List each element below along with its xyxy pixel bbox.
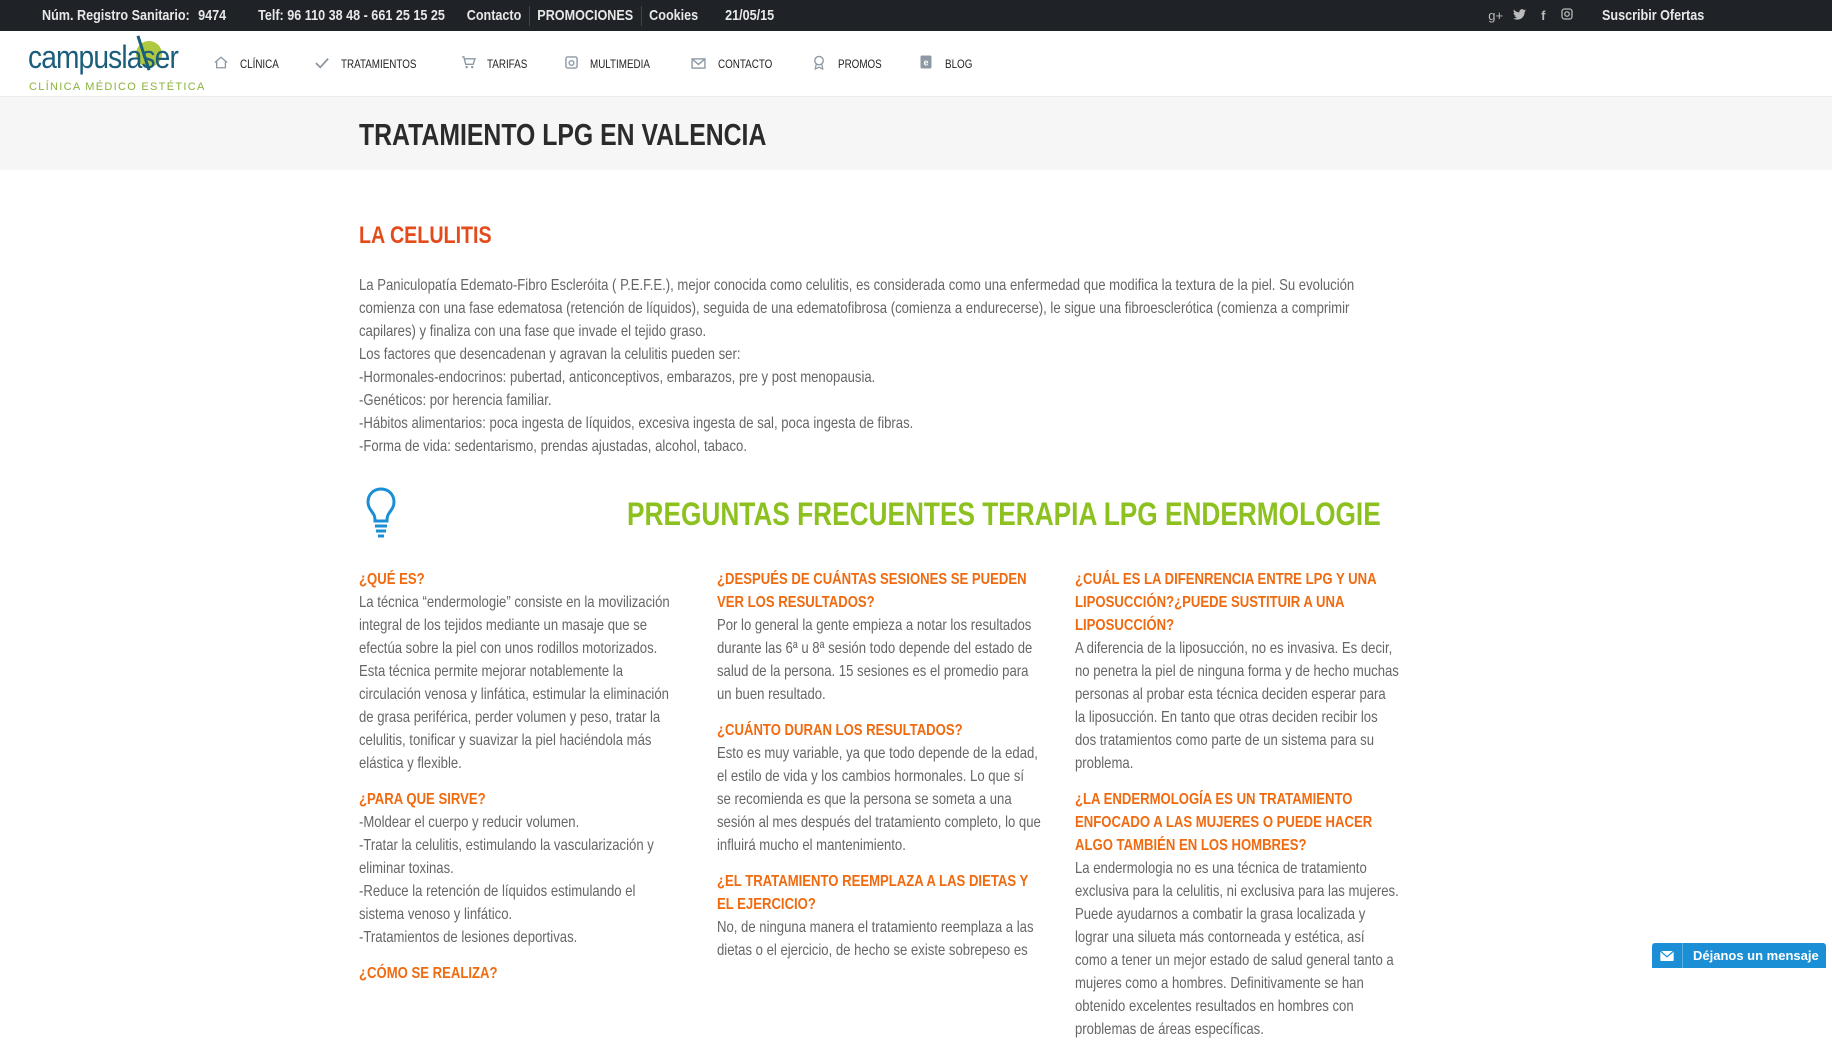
registro-label: Núm. Registro Sanitario:: [42, 7, 190, 24]
nav-item-tratamientos[interactable]: [313, 56, 433, 72]
nav-item-multimedia[interactable]: [562, 56, 663, 72]
faq-header: [359, 486, 1409, 546]
main-nav: [212, 31, 1005, 96]
google-plus-icon[interactable]: g+: [1488, 8, 1504, 23]
check-icon: [313, 56, 331, 72]
celulitis-intro: [359, 274, 1409, 458]
top-bar-social: [1488, 0, 1724, 31]
blog-icon: [917, 55, 935, 72]
top-bar-info: [42, 0, 774, 31]
faq-question: ¿EL TRATAMIENTO REEMPLAZA A LAS DIETAS Y EL EJERCICIO?: [717, 873, 1029, 913]
faq-column-3: [1075, 568, 1399, 1054]
logo-subtitle: CLÍNICA MÉDICO ESTÉTICA: [29, 81, 206, 93]
promociones-link[interactable]: PROMOCIONES: [537, 7, 634, 24]
cookies-link[interactable]: Cookies: [649, 7, 699, 24]
faq-question: ¿CUÁL ES LA DIFENRENCIA ENTRE LPG Y UNA LIPOSUCCIÓN?¿PUEDE SUSTITUIR A UNA LIPOSUCCIÓN?: [1075, 571, 1377, 634]
factor-item: -Genéticos: por herencia familiar.: [359, 392, 552, 409]
celulitis-paragraph: La Paniculopatía Edemato-Fibro Escleróita ( P.E.F.E.), mejor conocida como celulitis, es considerada como una enfermedad que modifica la textura de la piel. Su evolución comienza con una fase edematosa (retención de líquidos), seguida de una edematofibrosa (comienza a endurecerse), le sigue una fibroesclerótica (comienza a comprimir capilares) y finaliza con una fase que invade el tejido graso.: [359, 277, 1355, 340]
faq-column-2: [717, 568, 1041, 975]
main-header: [0, 31, 1832, 97]
factor-item: -Hormonales-endocrinos: pubertad, anticonceptivos, embarazos, pre y post menopausia.: [359, 369, 876, 386]
faq-answer: Por lo general la gente empieza a notar los resultados durante las 6ª u 8ª sesión todo depende del estado de salud de la persona. 15 sesiones es el promedio para un buen resultado.: [717, 617, 1033, 703]
nav-item-clinica[interactable]: [212, 56, 287, 72]
cart-icon: [459, 56, 477, 72]
faq-item: [717, 870, 1041, 962]
envelope-icon: [1652, 943, 1683, 968]
registro-number: 9474: [198, 7, 227, 24]
leave-message-label: Déjanos un mensaje: [1693, 948, 1819, 963]
faq-item: [359, 568, 683, 775]
faq-item: [1075, 568, 1399, 775]
nav-label: TARIFAS: [487, 56, 528, 71]
leave-message-button[interactable]: [1652, 943, 1826, 968]
faq-item: [359, 788, 683, 949]
logo-wordmark: campuslaser: [28, 39, 178, 75]
instagram-icon[interactable]: [1560, 8, 1574, 23]
factors-intro: Los factores que desencadenan y agravan la celulitis pueden ser:: [359, 346, 741, 363]
faq-answer: Esto es muy variable, ya que todo depende de la edad, el estilo de vida y los cambios hormonales. Lo que sí se recomienda es que la persona se someta a una sesión al mes después del tratamiento completo, lo que influirá mucho el mantenimiento.: [717, 745, 1041, 854]
faq-item: [1075, 788, 1399, 1041]
faq-answer: No, de ninguna manera el tratamiento reemplaza a las dietas o el ejercicio, de hecho se existe sobrepeso es: [717, 919, 1034, 959]
home-icon: [212, 56, 230, 72]
phone-numbers[interactable]: Telf: 96 110 38 48 - 661 25 15 25: [258, 7, 445, 24]
nav-item-promos[interactable]: [810, 55, 891, 73]
contacto-link[interactable]: Contacto: [466, 7, 522, 24]
faq-answer: La endermologia no es una técnica de tratamiento exclusiva para la celulitis, ni exclusiva para las mujeres. Puede ayudarnos a combatir la grasa localizada y lograr una silueta más contorneada y estética, así como a tener un mejor estado de salud general tanto a mujeres como a hombres. Definitivamente se han obtenido excelentes resultados en hombres con problemas de áreas específicas.: [1075, 860, 1399, 1038]
camera-icon: [562, 56, 580, 72]
nav-item-contacto[interactable]: [690, 56, 784, 72]
celulitis-heading: LA CELULITIS: [359, 222, 492, 249]
subscribe-offers-link[interactable]: Suscribir Ofertas: [1602, 7, 1705, 24]
faq-answer: La técnica “endermologie” consiste en la movilización integral de los tejidos mediante un masaje que se efectúa sobre la piel con unos rodillos motorizados. Esta técnica permite mejorar notablemente la circulación venosa y linfática, estimular la eliminación de grasa periférica, perder volumen y peso, tratar la celulitis, tonificar y suavizar la piel haciéndola más elástica y flexible.: [359, 594, 670, 772]
lightbulb-icon: [365, 486, 397, 540]
faq-item: [359, 962, 683, 985]
page-title-band: [0, 97, 1832, 170]
facebook-icon[interactable]: f: [1541, 8, 1546, 23]
divider: [641, 6, 642, 26]
nav-item-tarifas[interactable]: [459, 56, 536, 72]
faq-title: PREGUNTAS FRECUENTES TERAPIA LPG ENDERMOLOGIE: [627, 496, 1381, 532]
faq-item: [717, 568, 1041, 706]
faq-answer: A diferencia de la liposucción, no es invasiva. Es decir, no penetra la piel de ninguna forma y de hecho muchas personas al probar esta técnica deciden esperar para la liposucción. En tanto que otras deciden recibir los dos tratamientos como parte de un sistema para su problema.: [1075, 640, 1399, 772]
svg-text:e: e: [923, 57, 929, 68]
date-label: 21/05/15: [725, 7, 775, 24]
twitter-icon[interactable]: [1512, 8, 1526, 23]
faq-column-1: [359, 568, 683, 998]
factor-item: -Hábitos alimentarios: poca ingesta de líquidos, excesiva ingesta de sal, poca ingesta de fibras.: [359, 415, 914, 432]
top-bar: [0, 0, 1832, 31]
faq-answer: -Moldear el cuerpo y reducir volumen. -Tratar la celulitis, estimulando la vascularización y eliminar toxinas. -Reduce la retención de líquidos estimulando el sistema venoso y linfático. -Tratamientos de lesiones deportivas.: [359, 814, 654, 946]
badge-icon: [810, 55, 828, 73]
nav-label: CLÍNICA: [240, 56, 279, 71]
faq-question: ¿LA ENDERMOLOGÍA ES UN TRATAMIENTO ENFOCADO A LAS MUJERES O PUEDE HACER ALGO TAMBIÉN EN LOS HOMBRES?: [1075, 791, 1373, 854]
campuslaser-logo[interactable]: [28, 35, 206, 93]
nav-item-blog[interactable]: [917, 55, 978, 72]
nav-label: PROMOS: [837, 56, 882, 71]
divider: [529, 6, 530, 26]
nav-label: CONTACTO: [717, 56, 772, 71]
faq-question: ¿QUÉ ES?: [359, 571, 425, 588]
factor-item: -Forma de vida: sedentarismo, prendas ajustadas, alcohol, tabaco.: [359, 438, 747, 455]
faq-item: [717, 719, 1041, 857]
nav-label: TRATAMIENTOS: [341, 56, 417, 71]
nav-label: BLOG: [945, 56, 973, 71]
page-title: TRATAMIENTO LPG EN VALENCIA: [359, 117, 767, 152]
faq-question: ¿PARA QUE SIRVE?: [359, 791, 486, 808]
faq-question: ¿CUÁNTO DURAN LOS RESULTADOS?: [717, 722, 963, 739]
faq-question: ¿DESPUÉS DE CUÁNTAS SESIONES SE PUEDEN VER LOS RESULTADOS?: [717, 571, 1027, 611]
envelope-icon: [690, 56, 708, 72]
nav-label: MULTIMEDIA: [590, 56, 651, 71]
faq-question: ¿CÓMO SE REALIZA?: [359, 965, 498, 982]
